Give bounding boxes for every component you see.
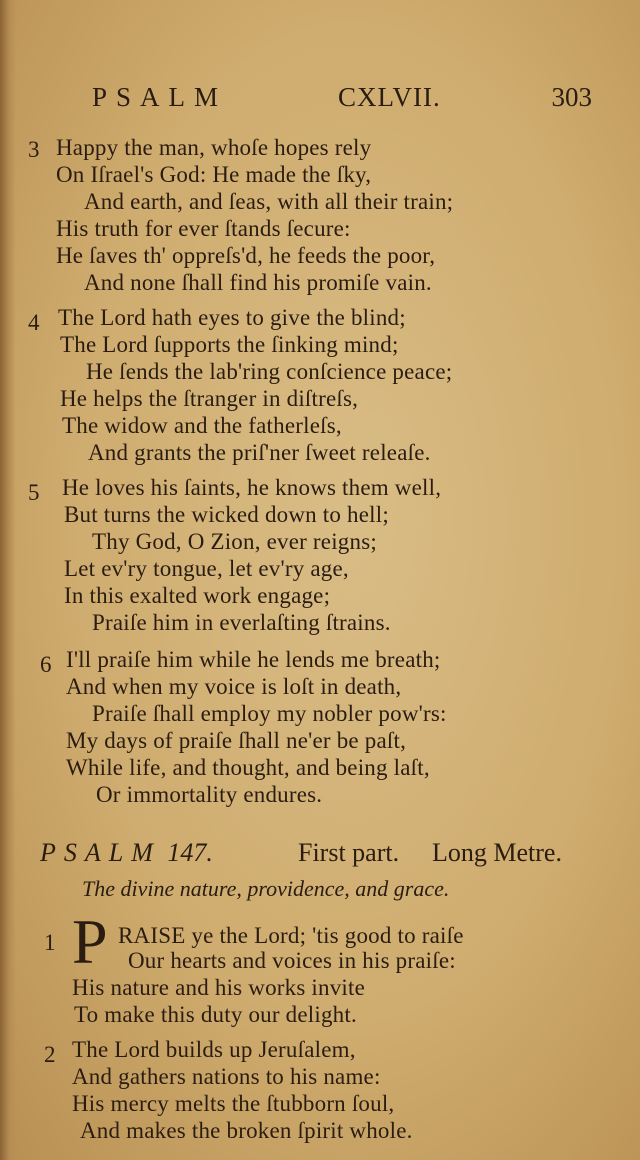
psalm-subtitle: The divine nature, providence, and grace. (82, 876, 450, 901)
verse-line: The Lord builds up Jeruſalem, (72, 1037, 356, 1062)
verse-line: But turns the wicked down to hell; (64, 502, 389, 527)
psalm-roman-number: CXLVII. (338, 82, 441, 112)
verse-line: And makes the broken ſpirit whole. (80, 1118, 413, 1143)
verse-number: 6 (40, 652, 52, 677)
verse-line: Or immortality endures. (96, 782, 323, 807)
verse-line: He ſends the lab'ring conſcience peace; (86, 359, 453, 384)
verse-line: Happy the man, whoſe hopes rely (56, 135, 372, 160)
verse-line: And none ſhall find his promiſe vain. (84, 270, 432, 295)
psalm-word: PSALM (40, 838, 161, 867)
part-label: First part. (298, 838, 400, 867)
verse-line: He ſaves th' oppreſs'd, he feeds the poor, (56, 243, 436, 268)
verse-line: He helps the ſtranger in diſtreſs, (60, 386, 359, 411)
verse-line: And when my voice is loſt in death, (66, 674, 402, 699)
page-gutter-shadow (0, 0, 16, 1160)
verse-line: The Lord hath eyes to give the blind; (58, 305, 406, 330)
verse-line: Praiſe him in everlaſting ſtrains. (92, 610, 391, 635)
psalm-147-heading (40, 838, 562, 868)
verse-line: His nature and his works invite (72, 975, 366, 1000)
verse-line: And gathers nations to his name: (72, 1064, 381, 1089)
verse-number: 4 (28, 310, 40, 335)
page-number: 303 (551, 82, 592, 112)
verse-line: To make this duty our delight. (74, 1002, 357, 1027)
verse-line: RAISE ye the Lord; 'tis good to raiſe (118, 923, 464, 948)
running-title: PSALM (92, 82, 228, 112)
verse-line: On Iſrael's God: He made the ſky, (56, 162, 372, 187)
drop-cap: P (72, 906, 108, 977)
verse-number: 5 (28, 480, 40, 505)
verse-number: 1 (44, 930, 56, 955)
verse-line: Our hearts and voices in his praiſe: (128, 948, 456, 973)
verse-line: He loves his ſaints, he knows them well, (62, 475, 442, 500)
verse-line: Praiſe ſhall employ my nobler pow'rs: (92, 701, 447, 726)
verse-line: The Lord ſupports the ſinking mind; (60, 332, 399, 357)
page-header (92, 82, 592, 122)
verse-line: Thy God, O Zion, ever reigns; (92, 529, 377, 554)
verse-line: The widow and the fatherleſs, (62, 413, 342, 438)
metre-label: Long Metre. (432, 838, 562, 867)
verse-line: His mercy melts the ſtubborn ſoul, (72, 1091, 395, 1116)
psalm-number: 147. (167, 838, 213, 867)
verse-line: I'll praiſe him while he lends me breath; (66, 647, 441, 672)
verse-line: While life, and thought, and being laſt, (66, 755, 430, 780)
verse-line: And earth, and ſeas, with all their train; (84, 189, 454, 214)
verse-line: My days of praiſe ſhall ne'er be paſt, (66, 728, 407, 753)
verse-line: And grants the priſ'ner ſweet releaſe. (88, 440, 431, 465)
verse-number: 3 (28, 137, 40, 162)
verse-line: Let ev'ry tongue, let ev'ry age, (64, 556, 349, 581)
verse-number: 2 (44, 1042, 56, 1067)
verse-line: His truth for ever ſtands ſecure: (56, 216, 351, 241)
verse-line: In this exalted work engage; (64, 583, 331, 608)
